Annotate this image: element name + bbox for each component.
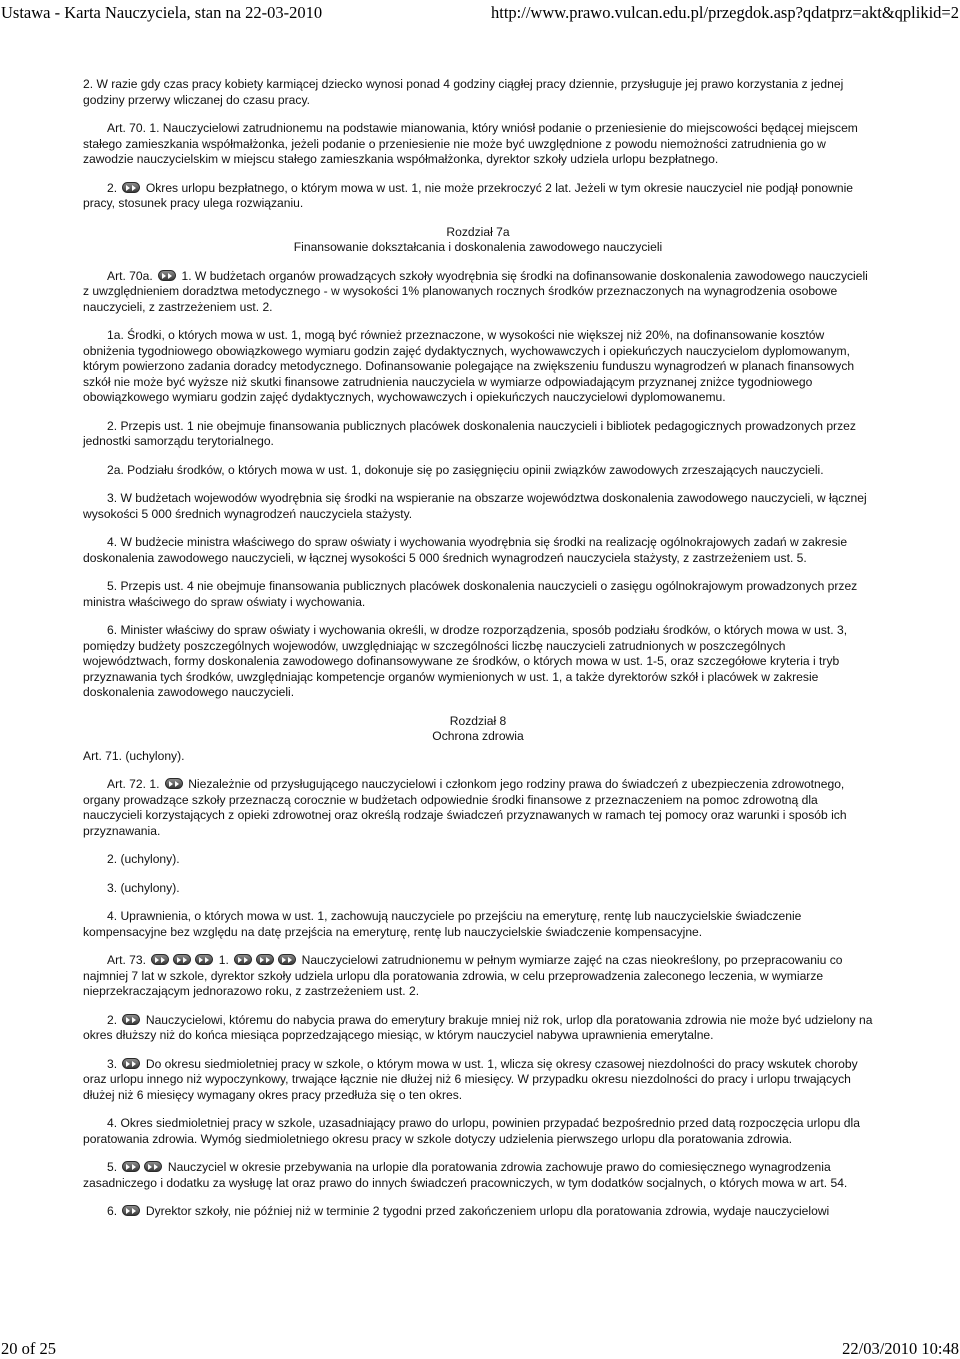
revision-link-icon[interactable] <box>151 954 169 965</box>
revision-link-icon[interactable] <box>165 778 183 789</box>
revision-link-icon[interactable] <box>278 954 296 965</box>
article-label: Art. 72. 1. <box>107 777 160 791</box>
print-footer <box>0 1339 960 1357</box>
revision-link-icon[interactable] <box>122 1205 140 1216</box>
paragraph-art73-3 <box>83 1057 873 1104</box>
paragraph-art69-2: 2. W razie gdy czas pracy kobiety karmiącej dziecko wynosi ponad 4 godziny ciągłej pracy dziennie, przysługuje jej prawo korzystania z jednej godziny przerwy wliczanej do czasu pracy. <box>83 77 844 107</box>
item-number: 6. <box>107 1204 118 1218</box>
paragraph-text: Nauczyciel w okresie przebywania na urlopie dla poratowania zdrowia zachowuje prawo do comiesięcznego wynagrodzenia zasadniczego i dodatku za wysługę lat oraz prawo do innych świadczeń pracowniczych, w tym dodatków socjalnych, o których mowa w art. 54. <box>83 1160 848 1190</box>
revision-link-icon[interactable] <box>122 182 140 193</box>
paragraph-art70a-5: 5. Przepis ust. 4 nie obejmuje finansowania publicznych placówek doskonalenia nauczycieli o zasięgu ogólnokrajowym prowadzonych przez ministra właściwego do spraw oświaty i wychowania. <box>83 579 858 609</box>
paragraph-text: Do okresu siedmioletniej pracy w szkole, o którym mowa w ust. 1, wlicza się okresy czasowej niezdolności do pracy wskutek choroby oraz urlopu innego niż wypoczynkowy, trwające łącznie nie dłużej niż 6 miesięcy. W przypadku okresu niezdolności do pracy i urlopu trwających dłużej niż 6 miesięcy wymagany okres pracy przedłuża się o ten okres. <box>83 1056 858 1102</box>
print-header <box>0 0 960 22</box>
paragraph-art73-5 <box>83 1160 873 1191</box>
paragraph-art70a-2: 2. Przepis ust. 1 nie obejmuje finansowania publicznych placówek doskonalenia nauczycieli i bibliotek pedagogicznych prowadzonych przez jednostki samorządu terytorialnego. <box>83 418 856 448</box>
page-counter: 20 of 25 <box>1 1339 56 1358</box>
revision-link-icon[interactable] <box>158 270 176 281</box>
item-number: 2. <box>107 180 118 195</box>
paragraph-art73-4: 4. Okres siedmioletniej pracy w szkole, uzasadniający prawo do urlopu, powinien przypadać bezpośrednio przed datą rozpoczęcia urlopu dla poratowania zdrowia. Wymóg siedmioletniego okresu pracy w szkole dotyczy udzielenia pierwszego urlopu dla poratowania zdrowia. <box>83 1116 860 1146</box>
revision-link-icon[interactable] <box>195 954 213 965</box>
paragraph-text: Dyrektor szkoły, nie później niż w terminie 2 tygodni przed zakończeniem urlopu dla poratowania zdrowia, wydaje nauczycielowi <box>145 1204 830 1218</box>
paragraph-art72-4: 4. Uprawnienia, o których mowa w ust. 1, zachowują nauczyciele po przejściu na emeryturę, rentę lub nauczycielskie świadczenie kompensacyjne bez względu na datę przejścia na emeryturę, rentę lub nauczycielskie świadczenie kompensacyjne. <box>83 909 802 939</box>
paragraph-art70a-2a: 2a. Podziału środków, o których mowa w ust. 1, dokonuje się po zasięgnięciu opinii związków zawodowych zrzeszających nauczycieli. <box>107 462 824 477</box>
revision-link-icon[interactable] <box>122 1058 140 1069</box>
paragraph-text: Nauczycielowi zatrudnionemu w pełnym wymiarze zajęć na czas nieokreślony, po przepracowaniu co najmniej 7 lat w szkole, dyrektor szkoły udziela urlopu dla poratowania zdrowia, w celu przeprowadzenia zaleconego leczenia, w wymiarze nieprzekraczającym jednorazowo roku, z zastrzeżeniem ust. 2. <box>83 953 843 998</box>
chapter-title: Rozdział 8 <box>449 713 507 728</box>
paragraph-art73-6 <box>83 1204 873 1220</box>
document-body <box>83 77 873 1233</box>
paragraph-art72-3: 3. (uchylony). <box>107 880 180 895</box>
paragraph-art70a-1 <box>83 269 873 316</box>
paragraph-art70a-1a: 1a. Środki, o których mowa w ust. 1, mogą być również przeznaczone, w wysokości nie większej niż 20%, na dofinansowanie kosztów obniżenia tygodniowego obowiązkowego wymiaru godzin zajęć dydaktycznych, wychowawczych i opiekuńczych nauczycielom dyplomowanym, którym powierzono zadania doradcy metodycznego. Dofinansowanie polegające na zwiększeniu funduszu wynagrodzeń w planach finansowych szkół nie może być wyższe niż skutki finansowe zatrudnienia nauczyciela w wymiarze odpowiadającym przyznanej zniżce tygodniowego obowiązkowego wymiaru godzin zajęć dydaktycznych, wychowawczych i opiekuńczych nauczycielowi dyplomowanemu. <box>83 328 855 404</box>
revision-link-icon[interactable] <box>144 1161 162 1172</box>
article-label: Art. 73. <box>107 953 146 967</box>
paragraph-art73-2 <box>83 1013 873 1044</box>
print-timestamp: 22/03/2010 10:48 <box>842 1339 959 1358</box>
paragraph-art72-2: 2. (uchylony). <box>107 852 180 866</box>
paragraph-art71: Art. 71. (uchylony). <box>83 748 185 763</box>
revision-link-icon[interactable] <box>122 1014 140 1025</box>
paragraph-text: Niezależnie od przysługującego nauczycielowi i członkom jego rodziny prawa do świadczeń z ubezpieczenia zdrowotnego, organy prowadzące szkoły przeznaczą corocznie w budżetach odpowiednie środki finansowe z przeznaczeniem na pomoc zdrowotną dla nauczycieli korzystających z opieki zdrowotnej oraz określą rodzaje świadczeń przyznawanych w ramach tej pomocy oraz warunki i sposób ich przyznawania. <box>83 777 847 838</box>
paragraph-art70a-3: 3. W budżetach wojewodów wyodrębnia się środki na wspieranie na obszarze województwa doskonalenia zawodowego nauczycieli, w łącznej wysokości 5 000 średnich wynagrodzeń nauczyciela stażysty. <box>83 491 867 521</box>
paragraph-text: Okres urlopu bezpłatnego, o którym mowa w ust. 1, nie może przekroczyć 2 lat. Jeżeli w tym okresie nauczyciel nie podjął ponownie pracy, stosunek pracy ulega rozwiązaniu. <box>83 180 853 210</box>
paragraph-text: Nauczycielowi, któremu do nabycia prawa do emerytury brakuje mniej niż rok, urlop dla poratowania zdrowia nie może być udzielony na okres dłuższy niż do końca miesiąca poprzedzającego miesiąc, w którym nauczyciel nabywa uprawnienia emerytalne. <box>83 1012 873 1042</box>
revision-link-icon[interactable] <box>256 954 274 965</box>
paragraph-art70-1: Art. 70. 1. Nauczycielowi zatrudnionemu na podstawie mianowania, który wniósł podanie o przeniesienie do miejscowości będącej miejscem stałego zamieszkania współmałżonka, jeżeli podanie o przeniesienie nie może być uwzględnione z powodu niemożności zatrudnienia go w zawodzie nauczycielskim w miejscu stałego zamieszkania współmałżonka, dyrektor szkoły udziela urlopu bezpłatnego. <box>83 121 858 166</box>
document-url: http://www.prawo.vulcan.edu.pl/przegdok.asp?qdatprz=akt&qplikid=2 <box>491 3 959 22</box>
item-number: 5. <box>107 1160 118 1174</box>
chapter-title: Rozdział 7a <box>446 224 510 239</box>
revision-link-icon[interactable] <box>234 954 252 965</box>
paragraph-art70-2 <box>83 181 873 212</box>
chapter-subtitle: Finansowanie dokształcania i doskonalenia zawodowego nauczycieli <box>293 240 663 254</box>
chapter-subtitle: Ochrona zdrowia <box>432 729 524 743</box>
item-number: 3. <box>107 1056 118 1071</box>
item-number: 1. <box>218 953 229 967</box>
paragraph-art73-1 <box>83 953 873 1000</box>
revision-link-icon[interactable] <box>122 1161 140 1172</box>
paragraph-art72-1 <box>83 777 873 839</box>
document-title: Ustawa - Karta Nauczyciela, stan na 22-03-2010 <box>1 3 323 22</box>
chapter-7a-heading <box>83 225 873 256</box>
chapter-8-heading <box>83 714 873 745</box>
paragraph-art70a-4: 4. W budżecie ministra właściwego do spraw oświaty i wychowania wyodrębnia się środki na realizację ogólnokrajowych zadań w zakresie doskonalenia zawodowego nauczycieli, w łącznej wysokości 5 000 średnich wynagrodzeń nauczyciela stażysty, z zastrzeżeniem ust. 5. <box>83 535 848 565</box>
paragraph-text: 1. W budżetach organów prowadzących szkoły wyodrębnia się środki na dofinansowanie doskonalenia zawodowego nauczycieli z uwzględnieniem doradztwa metodycznego - w wysokości 1% planowanych rocznych środków przeznaczonych na wynagrodzenia osobowe nauczycieli, z zastrzeżeniem ust. 2. <box>83 268 868 314</box>
paragraph-art70a-6: 6. Minister właściwy do spraw oświaty i wychowania określi, w drodze rozporządzenia, sposób podziału środków, o których mowa w ust. 3, pomiędzy budżety poszczególnych wojewodów, uwzględniając w szczególności liczbę nauczycieli zatrudnionych w poszczególnych województwach, formy doskonalenia zawodowego dofinansowywane ze środków, o których mowa w ust. 1-5, oraz szczegółowe kryteria i tryb przyznawania tych środków, uwzględniając kompetencje organów wymienionych w ust. 1, a także dyrektorów szkół i placówek w zakresie doskonalenia zawodowego nauczycieli. <box>83 623 848 699</box>
article-label: Art. 70a. <box>107 268 153 283</box>
item-number: 2. <box>107 1012 118 1027</box>
revision-link-icon[interactable] <box>173 954 191 965</box>
